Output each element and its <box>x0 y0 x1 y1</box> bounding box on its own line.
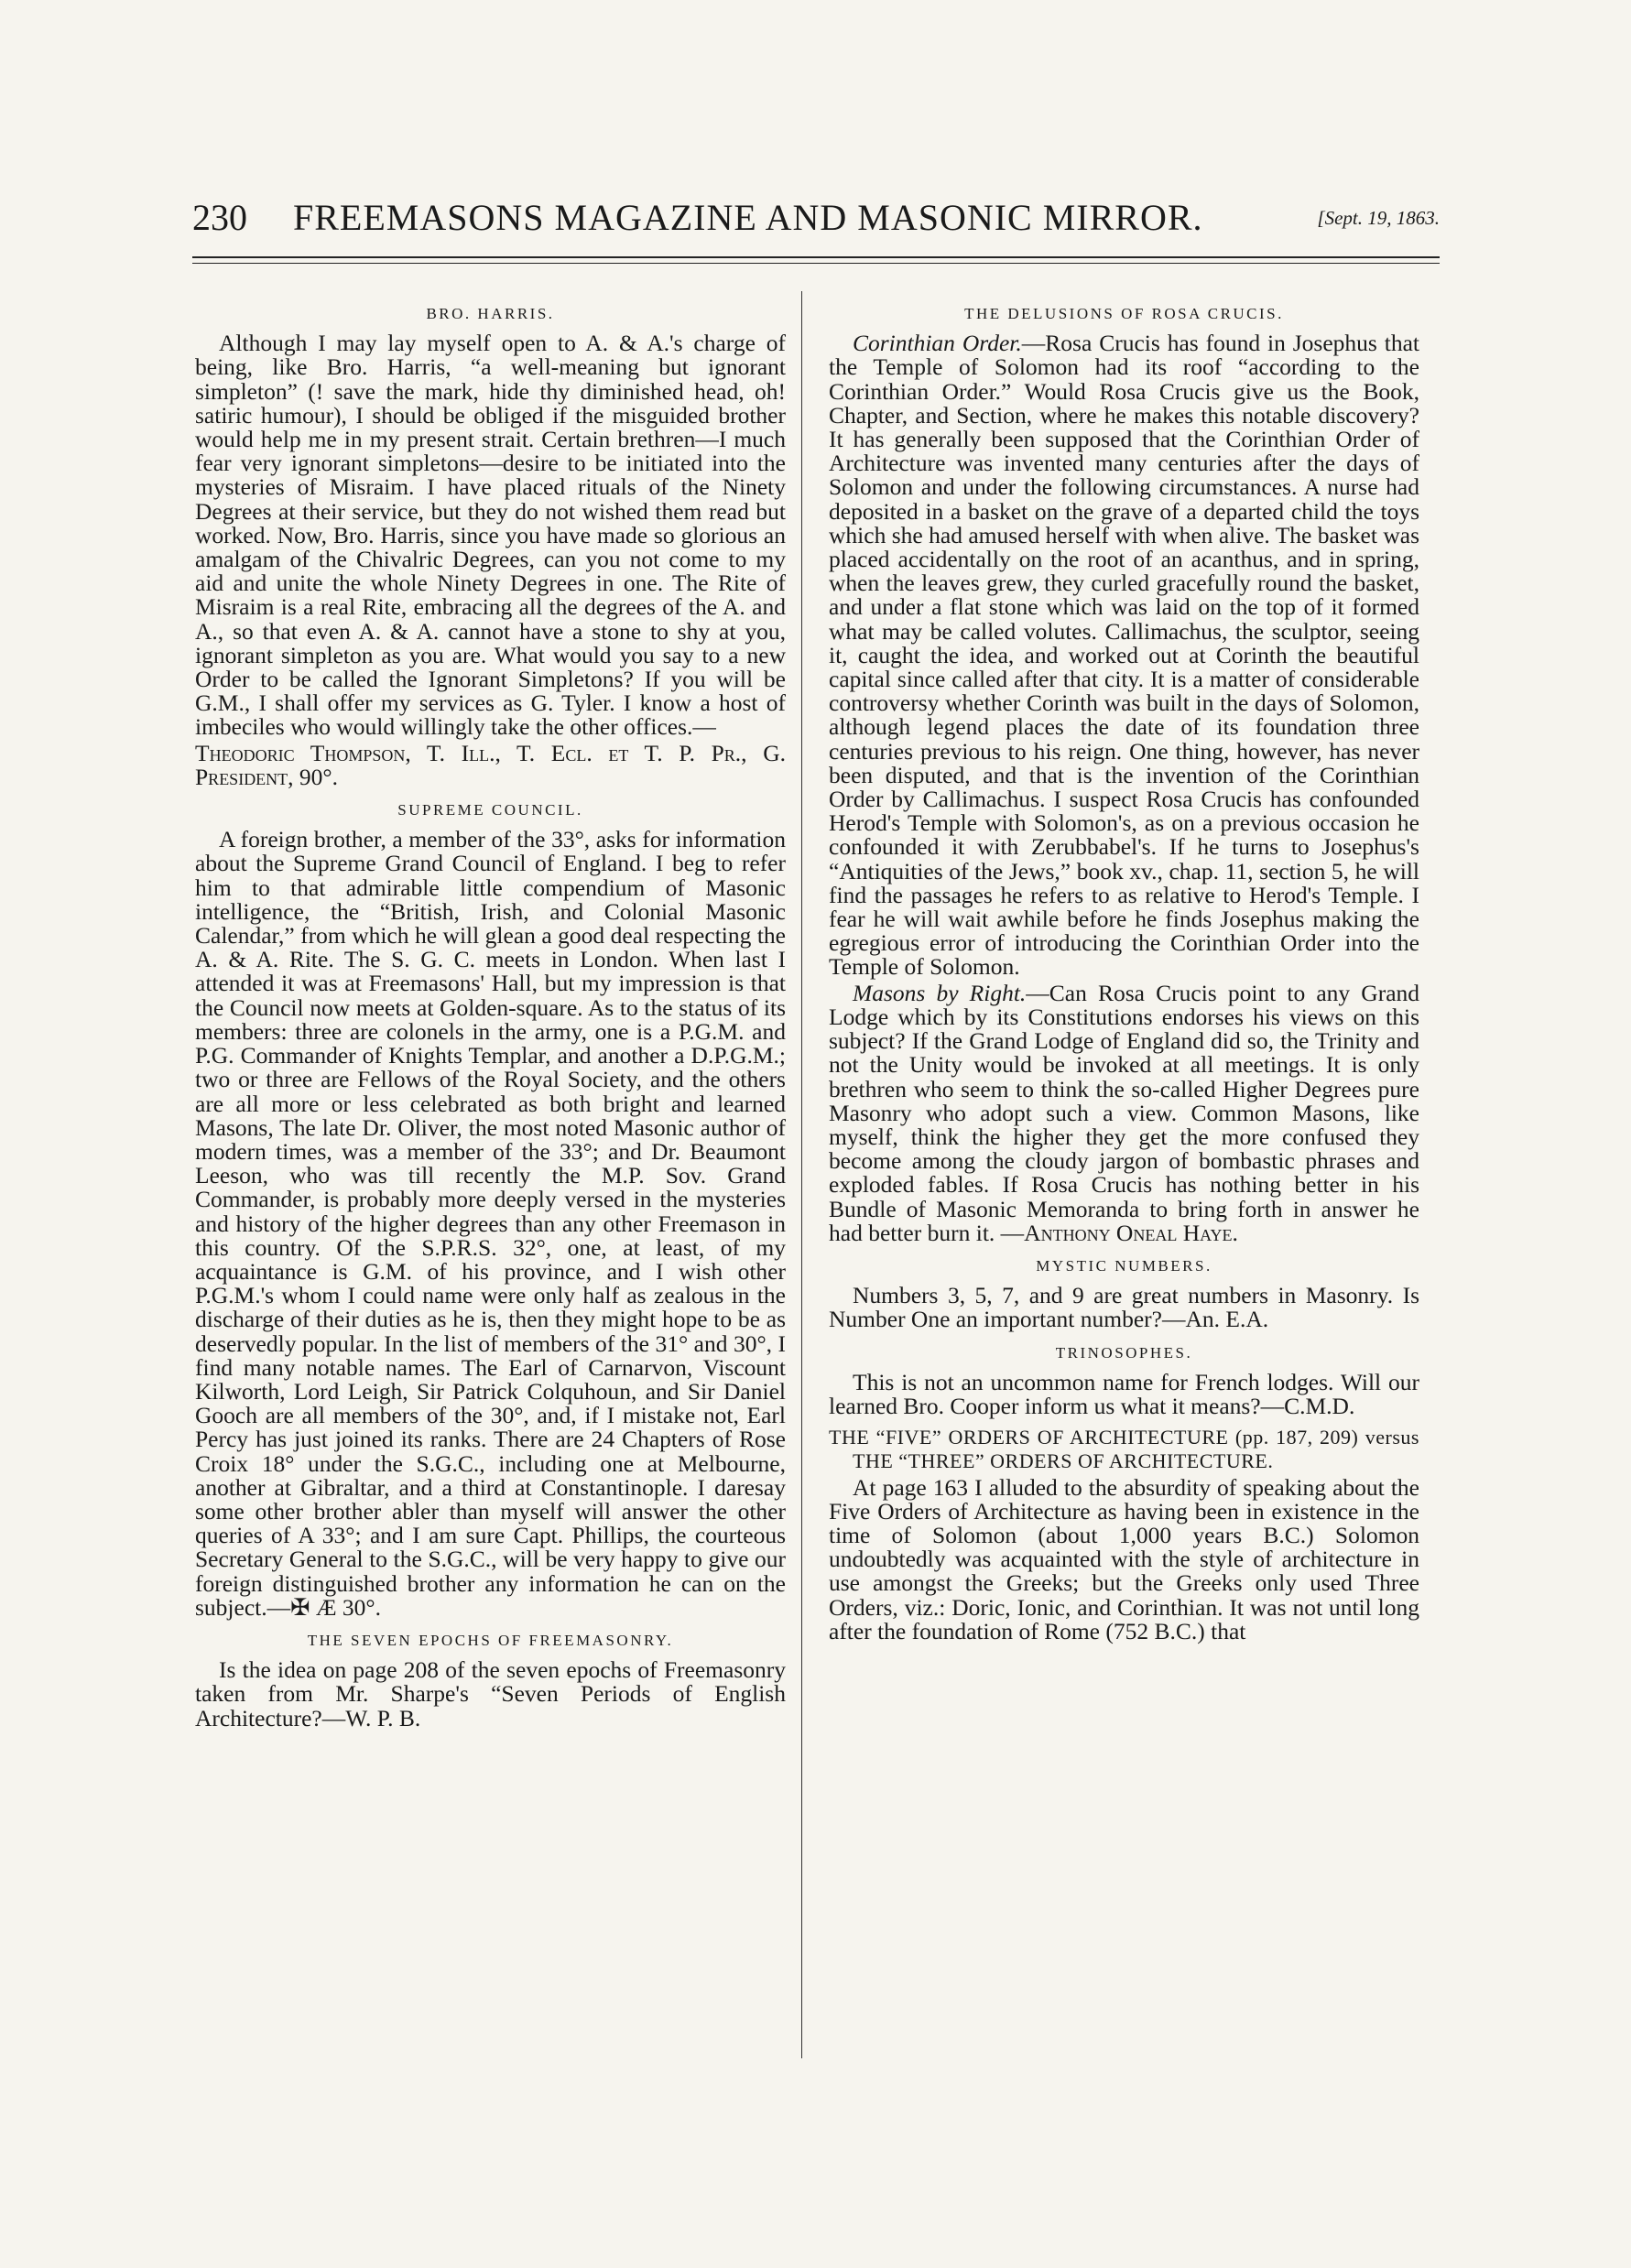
article-paragraph: Although I may lay myself open to A. & A.'s charge of being, like Bro. Harris, “a well-meaning but ignorant simpleton” (! save the mark, hide thy diminished head, oh! satiric humour), I should be obliged if the misguided brother would help me in my present strait. Certain brethren—I much fear very ignorant simpletons—desire to be initiated into the mysteries of Misraim. I have placed rituals of the Ninety Degrees at their service, but they do not wished them read but worked. Now, Bro. Harris, since you have made so glorious an amalgam of the Chivalric Degrees, can you not come to my aid and unite the whole Ninety Degrees in one. The Rite of Misraim is a real Rite, embracing all the degrees of the A. and A., so that even A. & A. cannot have a stone to shy at you, ignorant simpleton as you are. What would you say to a new Order to be called the Ignorant Simpletons? If you will be G.M., I shall offer my services as G. Tyler. I know a host of imbeciles who would willingly take the other offices.— <box>195 330 786 741</box>
right-column <box>829 293 1419 1645</box>
section-title-rosa-crucis: THE DELUSIONS OF ROSA CRUCIS. <box>964 305 1284 322</box>
section-title-supreme-council: SUPREME COUNCIL. <box>397 801 583 819</box>
issue-date: [Sept. 19, 1863. <box>1317 207 1440 229</box>
section-title-trinosophes: TRINOSOPHES. <box>1055 1343 1193 1362</box>
paragraph-body: —Rosa Crucis has found in Josephus that the Temple of Solomon had its roof “according to the Corinthian Order.” Would Rosa Crucis give us the Book, Chapter, and Section, where he makes this notable discovery? It has generally been supposed that the Corinthian Order of Architecture was invented many centuries after the days of Solomon and under the following circumstances. A nurse had deposited in a basket on the grave of a departed child the toys which she had amused herself with when alive. The basket was placed accidentally on the root of an acanthus, and in spring, when the leaves grew, they curled gracefully round the basket, and under a flat stone which was laid on the top of it formed what may be called volutes. Callimachus, the sculptor, seeing it, caught the idea, and worked out at Corinth the beautiful capital since called after that city. It is a matter of considerable controversy whether Corinth was built in the days of Solomon, although legend places the date of its foundation three centuries previous to his reign. One thing, however, has never been disputed, and that is the invention of the Corinthian Order by Callimachus. I suspect Rosa Crucis has confounded Herod's Temple with Solomon's, as on a previous occasion he confounded it with Zerubbabel's. If he turns to Josephus's “Antiquities of the Jews,” book xv., chap. 11, section 5, he will find the passages he refers to as relative to Herod's Temple. I fear he will wait awhile before he finds Josephus making the egregious error of introducing the Corinthian Order into the Temple of Solomon. <box>829 330 1419 981</box>
section-title-mystic-numbers: MYSTIC NUMBERS. <box>1036 1256 1212 1275</box>
article-paragraph: At page 163 I alluded to the absurdity of speaking about the Five Orders of Architecture as having been in existence in the time of Solomon (about 1,000 years B.C.) Solomon undoubtedly was acquainted with the style of architecture in use amongst the Greeks; but the Greeks only used Three Orders, viz.: Doric, Ionic, and Corinthian. It was not until long after the foundation of Rome (752 B.C.) that <box>829 1473 1419 1644</box>
article-paragraph <box>829 331 1419 979</box>
paragraph-lead: Corinthian Order. <box>853 330 1022 357</box>
left-column <box>195 293 786 1732</box>
header-rule-thick <box>192 256 1440 258</box>
paragraph-lead: Masons by Right. <box>853 979 1027 1006</box>
page-number: 230 <box>192 197 247 238</box>
section-title-seven-epochs: THE SEVEN EPOCHS OF FREEMASONRY. <box>307 1631 674 1649</box>
signature: Theodoric Thompson, T. Ill., T. Ecl. et T. P. Pr., G. President, 90°. <box>195 739 786 790</box>
section-title-bro-harris: BRO. HARRIS. <box>426 305 555 322</box>
column-divider <box>801 291 802 2058</box>
page-header <box>192 194 1440 249</box>
magazine-title: FREEMASONS MAGAZINE AND MASONIC MIRROR. <box>293 197 1203 238</box>
article-paragraph: Is the idea on page 208 of the seven epochs of Freemasonry taken from Mr. Sharpe's “Seven Periods of English Architecture?—W. P. B. <box>195 1656 786 1731</box>
paragraph-body: —Can Rosa Crucis point to any Grand Lodge which by its Constitutions endorses his views on this subject? If the Grand Lodge of England did so, the Trinity and not the Unity would be invoked at all meetings. It is only brethren who seem to think the so-called Higher Degrees pure Masonry who adopt such a view. Common Masons, like myself, think the higher they get the more confused they become among the cloudy jargon of bombastic phrases and exploded fables. If Rosa Crucis has nothing better in his Bundle of Masonic Memoranda to bring forth in answer he had better burn it. <box>829 979 1420 1246</box>
article-paragraph: Numbers 3, 5, 7, and 9 are great numbers in Masonry. Is Number One an important number?—An. E.A. <box>829 1282 1419 1333</box>
article-paragraph <box>829 979 1420 1246</box>
header-rule-thin <box>192 263 1440 264</box>
signature: —Anthony Oneal Haye. <box>1000 1219 1238 1246</box>
article-paragraph: This is not an uncommon name for French lodges. Will our learned Bro. Cooper inform us what it means?—C.M.D. <box>829 1368 1419 1419</box>
article-paragraph: A foreign brother, a member of the 33°, asks for information about the Supreme Grand Council of England. I beg to refer him to that admirable little compendium of Masonic intelligence, the “British, Irish, and Colonial Masonic Calendar,” from which he will glean a good deal respecting the A. & A. Rite. The S. G. C. meets in London. When last I attended it was at Freemasons' Hall, but my impression is that the Council now meets at Golden-square. As to the status of its members: three are colonels in the army, one is a P.G.M. and P.G. Commander of Knights Templar, and another a D.P.G.M.; two or three are Fellows of the Royal Society, and the others are all more or less celebrated as both bright and learned Masons, The late Dr. Oliver, the most noted Masonic author of modern times, was a member of the 33°; and Dr. Beaumont Leeson, who was till recently the M.P. Sov. Grand Commander, is probably more deeply versed in the mysteries and history of the higher degrees than any other Freemason in this country. Of the S.P.R.S. 32°, one, at least, of my acquaintance is G.M. of his province, and I wish other P.G.M.'s whom I could name were only half as zealous in the discharge of their duties as he is, then they might hope to be as deservedly popular. In the list of members of the 31° and 30°, I find many notable names. The Earl of Carnarvon, Viscount Kilworth, Lord Leigh, Sir Patrick Colquhoun, and Sir Daniel Gooch are all members of the 30°, and, if I mistake not, Earl Percy has just joined its ranks. There are 24 Chapters of Rose Croix 18° under the S.G.C., including one at Melbourne, another at Gibraltar, and a third at Constantinople. I daresay some other brother abler than myself will answer the other queries of A 33°; and I am sure Capt. Phillips, the courteous Secretary General to the S.G.C., will be very happy to give our foreign distinguished brother any information he can on the subject.—✠ Æ 30°. <box>195 826 786 1621</box>
section-heading-orders: THE “FIVE” ORDERS OF ARCHITECTURE (pp. 187, 209) versus THE “THREE” ORDERS OF ARCHITECTURE. <box>829 1426 1419 1473</box>
